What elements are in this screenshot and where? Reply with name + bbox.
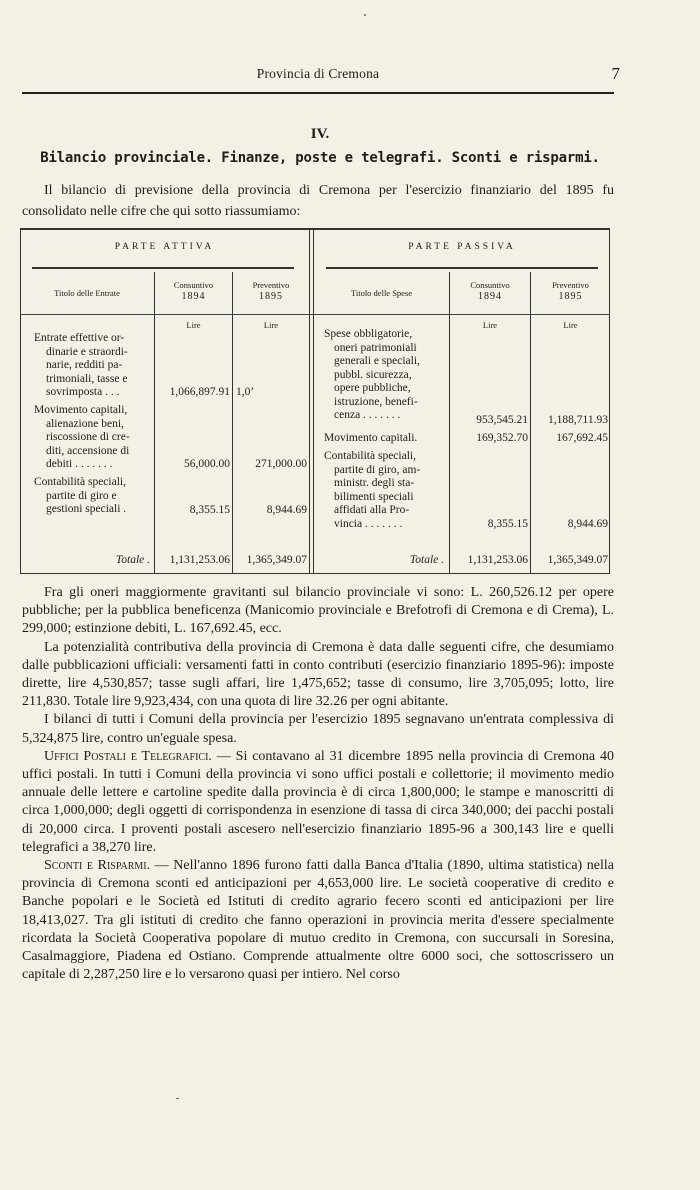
page-number: 7: [611, 64, 620, 83]
passiva-total-prev: 1,365,349.07: [547, 554, 608, 566]
paragraph-oneri: Fra gli oneri maggiormente gravitanti sul bilancio provinciale vi sono: L. 260,526.12 per opere pubbliche; per la pubblica beneficenza (Manicomio provinciale e Brefotrofi di Cremona e di Crema), L. 299,000; estinzione debiti, L. 167,692.45, ecc.: [22, 585, 614, 637]
attiva-prev-year: 1895: [259, 291, 283, 302]
attiva-row-2-line: Movimento capitali,: [34, 404, 128, 416]
passiva-cons-label: Consuntivo: [470, 280, 510, 290]
passiva-row-3-line: vincia . . . . . . .: [334, 517, 403, 530]
attiva-total-prev: 1,365,349.07: [246, 554, 307, 566]
attiva-total-label: Totale .: [115, 554, 150, 566]
passiva-cons-header: [450, 280, 530, 302]
section-number: IV.: [310, 126, 330, 142]
passiva-prev-unit: Lire: [563, 320, 578, 330]
attiva-row-2-line: alienazione beni,: [46, 417, 124, 430]
passiva-total-label: Totale .: [409, 554, 444, 566]
sconti-risparmi-text: — Nell'anno 1896 furono fatti dalla Banca d'Italia (1890, ultima statistica) nella provincia di Cremona sconti ed anticipazioni per 4,653,000 lire. Le società cooperative di credito e Banche popolari e le Società ed Istituti di credito agrario fecero sconti ed anticipazioni per lire 18,413,027. Tra gli istituti di credito che fanno operazioni in provincia merita d'essere specialmente ricordata la Società Cooperativa popolare di mutuo credito in Cremona, con succursali in Soresina, Casalmaggiore, Piadena ed Ostiano. Comprende attualmente oltre 6000 soci, che sottoscrissero un capitale di 2,287,250 lire e lo versarono quasi per intiero. Nel corso: [22, 858, 614, 983]
sconti-risparmi-heading: Sconti e Risparmi.: [44, 858, 151, 874]
center-divider-2: [313, 228, 314, 574]
attiva-row-3-line: partite di giro e: [46, 489, 117, 502]
attiva-cons-label: Consuntivo: [173, 280, 214, 290]
running-header: [22, 64, 620, 86]
attiva-row-2-cons: 56,000.00: [184, 458, 230, 470]
passiva-title-header: Titolo delle Spese: [350, 288, 413, 298]
attiva-heading: PARTE ATTIVA: [114, 242, 215, 252]
attiva-cons-header: [155, 280, 232, 302]
attiva-row-3-prev: 8,944.69: [266, 504, 307, 516]
paragraph-sconti-risparmi: [22, 857, 614, 984]
attiva-row-1-line: trimoniali, tasse e: [46, 372, 128, 385]
attiva-heading-rule: [32, 267, 294, 269]
speck: [176, 1098, 179, 1099]
body-text: [22, 584, 614, 984]
budget-table: [20, 228, 610, 574]
attiva-prev-unit: Lire: [263, 320, 279, 330]
paragraph-uffici-postali: [22, 748, 614, 857]
uffici-postali-text: — Si contavano al 31 dicembre 1895 nella provincia di Cremona 40 uffici postali. In tutti i Comuni della provincia vi sono uffici postali e collettorie; il movimento medio annuale delle lettere e cartoline spedite dalla provincia è di circa 1,800,000; le stampe e manoscritti di circa 1,000,000; degli oggetti di corrispondenza in esenzione di tassa di circa 340,000; dei pacchi postali di 20,000 circa. I proventi postali ascesero nell'esercizio finanziario 1895-96 a 300,143 lire e quelli telegrafici a 38,270 lire.: [22, 748, 614, 855]
passiva-row-1-line: Spese obbligatorie,: [324, 328, 413, 340]
passiva-row-2-line: Movimento capitali.: [324, 432, 418, 444]
passiva-row-3-line: Contabilità speciali,: [324, 450, 416, 462]
passiva-row-3-prev: 8,944.69: [567, 518, 608, 530]
passiva-prev-year: 1895: [558, 291, 583, 302]
attiva-row-2-line: diti, accensione di: [46, 444, 130, 457]
passiva-row-3-title: [324, 450, 449, 531]
attiva-row-2-prev: 271,000.00: [255, 458, 307, 470]
paragraph-bilanci-comuni: I bilanci di tutti i Comuni della provincia per l'esercizio 1895 segnavano un'entrata complessiva di 5,324,875 lire, contro un'eguale spesa.: [22, 712, 614, 746]
attiva-row-3-line: gestioni speciali .: [46, 503, 127, 515]
passiva-row-2-prev: 167,692.45: [556, 432, 608, 444]
attiva-col-div-2: [232, 272, 233, 574]
attiva-row-1-prev: 1,0’: [236, 386, 255, 398]
passiva-row-3-cons: 8,355.15: [487, 518, 528, 530]
passiva-row-1-line: opere pubbliche,: [334, 382, 411, 394]
attiva-row-1-line: Entrate effettive or-: [34, 332, 125, 344]
intro-paragraph: Il bilancio di previsione della provincia di Cremona per l'esercizio finanziario del 1895 fu consolidato nelle cifre che qui sotto riassumiamo:: [22, 183, 614, 219]
attiva-row-1-cons: 1,066,897.91: [169, 386, 230, 398]
center-divider: [309, 228, 310, 574]
attiva-total-cons: 1,131,253.06: [169, 554, 230, 566]
passiva-row-1-line: pubbl. sicurezza,: [334, 368, 412, 381]
header-rule: [22, 92, 614, 94]
attiva-row-1-line: narie, redditi pa-: [46, 359, 123, 371]
attiva-row-2-line: debiti . . . . . . .: [46, 458, 113, 470]
passiva-row-3-line: partite di giro, am-: [334, 463, 421, 476]
uffici-postali-heading: Uffici Postali e Telegrafici.: [44, 748, 212, 764]
attiva-row-1-line: sovrimposta . . .: [46, 386, 120, 398]
passiva-row-1-line: istruzione, benefi-: [334, 395, 418, 408]
speck: [364, 14, 366, 16]
passiva-cons-unit: Lire: [482, 320, 498, 330]
passiva-total-cons: 1,131,253.06: [467, 554, 528, 566]
attiva-title-header: Titolo delle Entrate: [54, 288, 120, 298]
attiva-row-2-title: [34, 404, 154, 472]
attiva-prev-label: Preventivo: [252, 280, 290, 290]
passiva-row-2-title: [324, 432, 449, 446]
attiva-row-1-title: [34, 332, 154, 400]
paragraph-potenzialita: La potenzialità contributiva della provincia di Cremona è data dalle seguenti cifre, che desumiamo dalle pubblicazioni ufficiali: versamenti fatti in conto contributi (esercizio finanziario 1895-96): imposte dirette, lire 4,530,857; tasse sugli affari, lire 1,475,652; tasse di consumo, lire 3,705,095; lotto, lire 211,830. Totale lire 9,923,434, con una quota di lire 32.26 per ogni abitante.: [22, 639, 614, 710]
attiva-row-3-cons: 8,355.15: [189, 504, 230, 516]
passiva-heading: PARTE PASSIVA: [408, 242, 516, 252]
passiva-row-1-line: oneri patrimoniali: [334, 341, 417, 354]
passiva-prev-label: Preventivo: [552, 280, 589, 290]
attiva-row-1-line: dinarie e straordi-: [46, 345, 128, 358]
section-title: Bilancio provinciale. Finanze, poste e telegrafi. Sconti e risparmi.: [40, 150, 600, 166]
passiva-row-2-cons: 169,352.70: [476, 432, 528, 444]
attiva-col-div-1: [154, 272, 155, 574]
attiva-prev-header: [233, 280, 309, 302]
passiva-row-1-cons: 953,545.21: [476, 414, 528, 426]
passiva-row-3-line: ministr. degli sta-: [334, 477, 415, 489]
attiva-row-3-line: Contabilità speciali,: [34, 476, 126, 488]
passiva-row-1-prev: 1,188,711.93: [548, 414, 608, 426]
passiva-heading-rule: [326, 267, 598, 269]
passiva-row-1-line: generali e speciali,: [334, 355, 420, 367]
attiva-row-2-line: riscossione di cre-: [46, 431, 130, 443]
passiva-row-1-title: [324, 328, 449, 423]
passiva-row-1-line: cenza . . . . . . .: [334, 409, 401, 421]
passiva-prev-header: [531, 280, 610, 302]
column-header-rule: [20, 314, 610, 315]
passiva-row-3-line: bilimenti speciali: [334, 490, 414, 503]
attiva-row-3-title: [34, 476, 154, 517]
attiva-cons-unit: Lire: [186, 320, 201, 330]
passiva-row-3-line: affidati alla Pro-: [334, 504, 410, 516]
passiva-cons-year: 1894: [478, 291, 502, 302]
running-title: Provincia di Cremona: [256, 66, 380, 81]
attiva-cons-year: 1894: [181, 291, 206, 302]
